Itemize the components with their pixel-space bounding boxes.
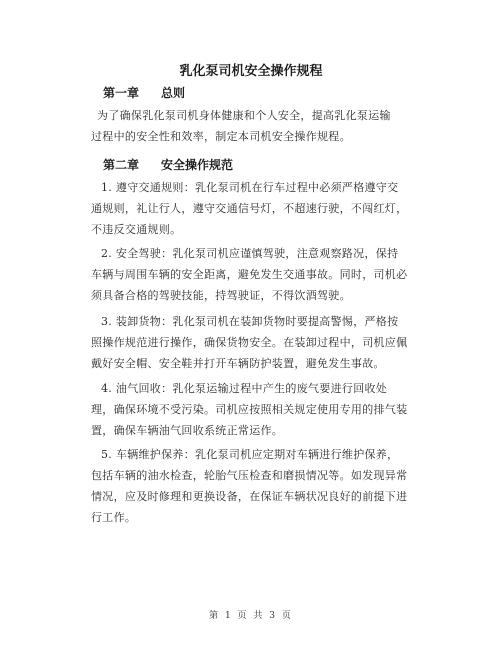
paragraph-line: 须具备合格的驾驶技能，持驾驶证，不得饮酒驾驶。: [91, 289, 351, 302]
paragraph-line: 过程中的安全性和效率，制定本司机安全操作规程。: [91, 130, 351, 143]
intro-paragraph: [91, 105, 412, 147]
paragraph-line: 照操作规范进行操作，确保货物安全。在装卸过程中，司机应佩: [91, 336, 408, 349]
paragraph-line: 行工作。: [91, 511, 137, 524]
paragraph-line: 3. 装卸货物：乳化泵司机在装卸货物时要提高警惕，严格按: [101, 315, 399, 328]
paragraph-line: 1. 遵守交通规则：乳化泵司机在行车过程中必须严格遵守交: [101, 181, 399, 194]
paragraph-line: 5. 车辆维护保养：乳化泵司机应定期对车辆进行维护保养，: [101, 448, 399, 461]
paragraph-line: 为了确保乳化泵司机身体健康和个人安全，提高乳化泵运输: [97, 109, 391, 122]
rule-item-driving: [91, 243, 412, 306]
paragraph-line: 通规则，礼让行人，遵守交通信号灯，不超速行驶，不闯红灯，: [91, 202, 408, 215]
chapter-name: 总则: [161, 86, 186, 100]
paragraph-line: 不违反交通规则。: [91, 223, 182, 236]
chapter-heading-general: [103, 84, 185, 101]
rule-item-maintenance: [91, 444, 412, 528]
paragraph-line: 车辆与周围车辆的安全距离，避免发生交通事故。同时，司机必: [91, 268, 408, 281]
chapter-heading-safety-rules: [103, 156, 233, 173]
paragraph-line: 理，确保环境不受污染。司机应按照相关规定使用专用的排气装: [91, 403, 408, 416]
chapter-name: 安全操作规范: [161, 158, 234, 172]
paragraph-line: 置，确保车辆油气回收系统正常运作。: [91, 424, 284, 437]
rule-item-loading: [91, 311, 412, 374]
rule-item-vapor-recovery: [91, 378, 412, 441]
paragraph-line: 4. 油气回收：乳化泵运输过程中产生的废气要进行回收处: [101, 382, 388, 395]
paragraph-line: 包括车辆的油水检查，轮胎气压检查和磨损情况等。如发现异常: [91, 469, 408, 482]
paragraph-line: 情况，应及时修理和更换设备，在保证车辆状况良好的前提下进: [91, 490, 408, 503]
page-number-footer: 第 1 页 共 3 页: [209, 611, 293, 621]
chapter-number: 第二章: [103, 158, 140, 172]
paragraph-line: 戴好安全帽、安全鞋并打开车辆防护装置，避免发生事故。: [91, 357, 385, 370]
rule-item-traffic: [91, 177, 412, 240]
paragraph-line: 2. 安全驾驶：乳化泵司机应谨慎驾驶，注意观察路况，保持: [101, 247, 399, 260]
chapter-number: 第一章: [103, 86, 140, 100]
page-title: 乳化泵司机安全操作规程: [179, 64, 323, 79]
